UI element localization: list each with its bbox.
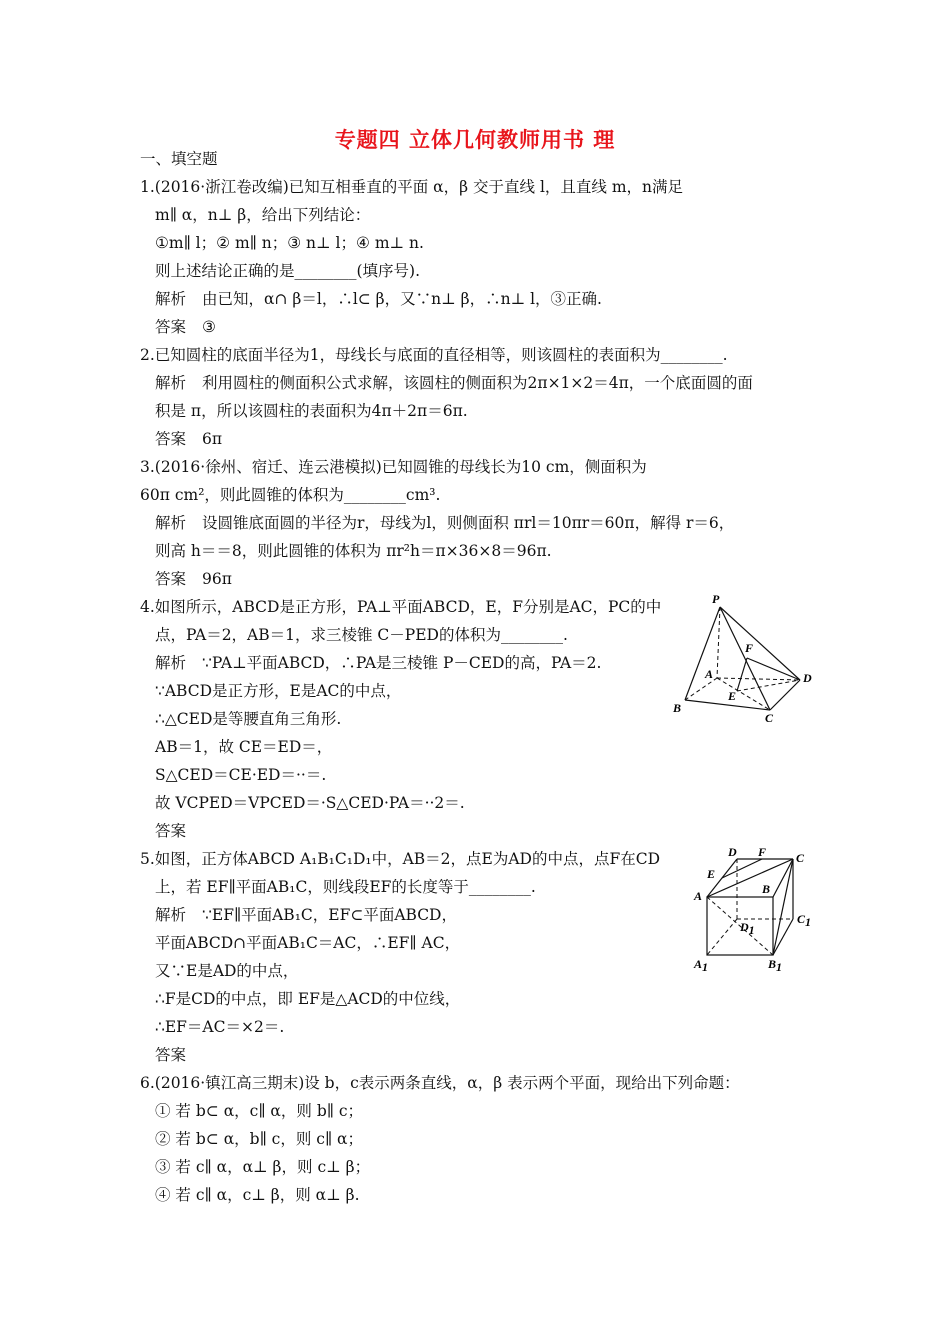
q3-solution xyxy=(155,513,734,533)
label-E: E xyxy=(707,867,716,881)
label-F: F xyxy=(758,845,767,859)
answer-text: ③ xyxy=(202,318,216,336)
q1-blank: 则上述结论正确的是________(填序号). xyxy=(155,262,421,280)
label-C: C xyxy=(796,851,805,865)
label-B: B xyxy=(762,882,771,896)
q1-solution xyxy=(155,289,602,309)
solution-text: ∵EF∥平面AB₁C，EF⊂平面ABCD， xyxy=(202,906,457,924)
q6-prop3: ③ 若 c∥ α，α⊥ β，则 c⊥ β； xyxy=(155,1158,371,1176)
label-B: B xyxy=(673,701,682,715)
answer-label: 答案 xyxy=(155,570,187,588)
solution-text: 利用圆柱的侧面积公式求解，该圆柱的侧面积为2π×1×2＝4π，一个底面圆的面 xyxy=(202,374,753,392)
q4-step4: S△CED＝CE·ED＝··＝. xyxy=(155,766,327,784)
q2-solution xyxy=(155,373,753,393)
pyramid-figure xyxy=(665,590,820,725)
solution-text: 由已知，α∩ β＝l，∴l⊂ β，又∵n⊥ β，∴n⊥ l，③正确. xyxy=(202,290,602,308)
label-A: A xyxy=(705,667,714,681)
label-A: A xyxy=(694,889,703,903)
cube-figure xyxy=(690,842,820,972)
q5-line1: 5.如图，正方体ABCD A₁B₁C₁D₁中，AB＝2，点E为AD的中点，点F在CD xyxy=(140,850,661,868)
q5-step1: 平面ABCD∩平面AB₁C＝AC，∴EF∥ AC， xyxy=(155,934,461,952)
q6-prop2: ② 若 b⊂ α，b∥ c，则 c∥ α； xyxy=(155,1130,364,1148)
solution-text: ∵PA⊥平面ABCD，∴PA是三棱锥 P－CED的高，PA＝2. xyxy=(202,654,602,672)
q4-solution xyxy=(155,653,601,673)
q5-step3: ∴F是CD的中点，即 EF是△ACD的中位线， xyxy=(155,990,461,1008)
answer-label: 答案 xyxy=(155,430,187,448)
q4-step5: 故 VCPED＝VPCED＝·S△CED·PA＝··2＝. xyxy=(155,794,465,812)
answer-label: 答案 xyxy=(155,822,187,840)
q4-step3: AB＝1，故 CE＝ED＝， xyxy=(155,738,333,756)
q3-line2: 60π cm²，则此圆锥的体积为________cm³. xyxy=(140,486,441,504)
q5-step4: ∴EF＝AC＝×2＝. xyxy=(155,1018,285,1036)
label-D: D xyxy=(803,671,812,685)
solution-label: 解析 xyxy=(155,654,187,672)
q1-answer xyxy=(155,317,216,337)
q3-answer xyxy=(155,569,232,589)
solution-text: 设圆锥底面圆的半径为r，母线为l，则侧面积 πrl＝10πr＝60π，解得 r＝6， xyxy=(202,514,735,532)
q2-solution-cont: 积是 π，所以该圆柱的表面积为4π＋2π＝6π. xyxy=(155,402,468,420)
label-F: F xyxy=(745,641,754,655)
answer-text: 6π xyxy=(202,430,223,448)
answer-label: 答案 xyxy=(155,318,187,336)
q3-line1: 3.(2016·徐州、宿迁、连云港模拟)已知圆锥的母线长为10 cm，侧面积为 xyxy=(140,458,647,476)
q5-step2: 又∵E是AD的中点， xyxy=(155,962,299,980)
q4-step2: ∴△CED是等腰直角三角形. xyxy=(155,710,342,728)
q2-line1: 2.已知圆柱的底面半径为1，母线长与底面的直径相等，则该圆柱的表面积为________. xyxy=(140,346,728,364)
answer-text: 96π xyxy=(202,570,232,588)
q5-line2: 上，若 EF∥平面AB₁C，则线段EF的长度等于________. xyxy=(155,878,536,896)
label-D: D xyxy=(728,845,737,859)
answer-label: 答案 xyxy=(155,1046,187,1064)
q6-prop1: ① 若 b⊂ α，c∥ α，则 b∥ c； xyxy=(155,1102,364,1120)
q5-answer xyxy=(155,1045,202,1065)
q1-options: ①m∥ l；② m∥ n；③ n⊥ l；④ m⊥ n. xyxy=(155,234,424,252)
label-D1: D1 xyxy=(740,920,755,937)
q6-line1: 6.(2016·镇江高三期末)设 b，c表示两条直线，α，β 表示两个平面，现给出下列命题： xyxy=(140,1074,740,1092)
solution-label: 解析 xyxy=(155,514,187,532)
solution-label: 解析 xyxy=(155,906,187,924)
label-P: P xyxy=(712,592,720,606)
q4-answer xyxy=(155,821,202,841)
solution-label: 解析 xyxy=(155,374,187,392)
q4-line2: 点，PA＝2，AB＝1，求三棱锥 C－PED的体积为________. xyxy=(155,626,568,644)
label-B1: B1 xyxy=(768,957,783,972)
q5-solution xyxy=(155,905,457,925)
q3-solution-cont: 则高 h＝＝8，则此圆锥的体积为 πr²h＝π×36×8＝96π. xyxy=(155,542,552,560)
label-A1: A1 xyxy=(694,957,709,972)
q6-prop4: ④ 若 c∥ α，c⊥ β，则 α⊥ β. xyxy=(155,1186,360,1204)
label-C1: C1 xyxy=(797,912,812,929)
label-C: C xyxy=(765,711,774,725)
label-E: E xyxy=(728,689,737,703)
q1-line2: m∥ α，n⊥ β，给出下列结论： xyxy=(155,206,371,224)
section-heading: 一、填空题 xyxy=(140,150,218,168)
q4-line1: 4.如图所示，ABCD是正方形，PA⊥平面ABCD，E，F分别是AC，PC的中 xyxy=(140,598,662,616)
q4-step1: ∵ABCD是正方形，E是AC的中点， xyxy=(155,682,402,700)
q2-answer xyxy=(155,429,222,449)
solution-label: 解析 xyxy=(155,290,187,308)
q1-line1: 1.(2016·浙江卷改编)已知互相垂直的平面 α，β 交于直线 l，且直线 m，n满足 xyxy=(140,178,684,196)
page-title: 专题四 立体几何教师用书 理 xyxy=(334,128,616,152)
